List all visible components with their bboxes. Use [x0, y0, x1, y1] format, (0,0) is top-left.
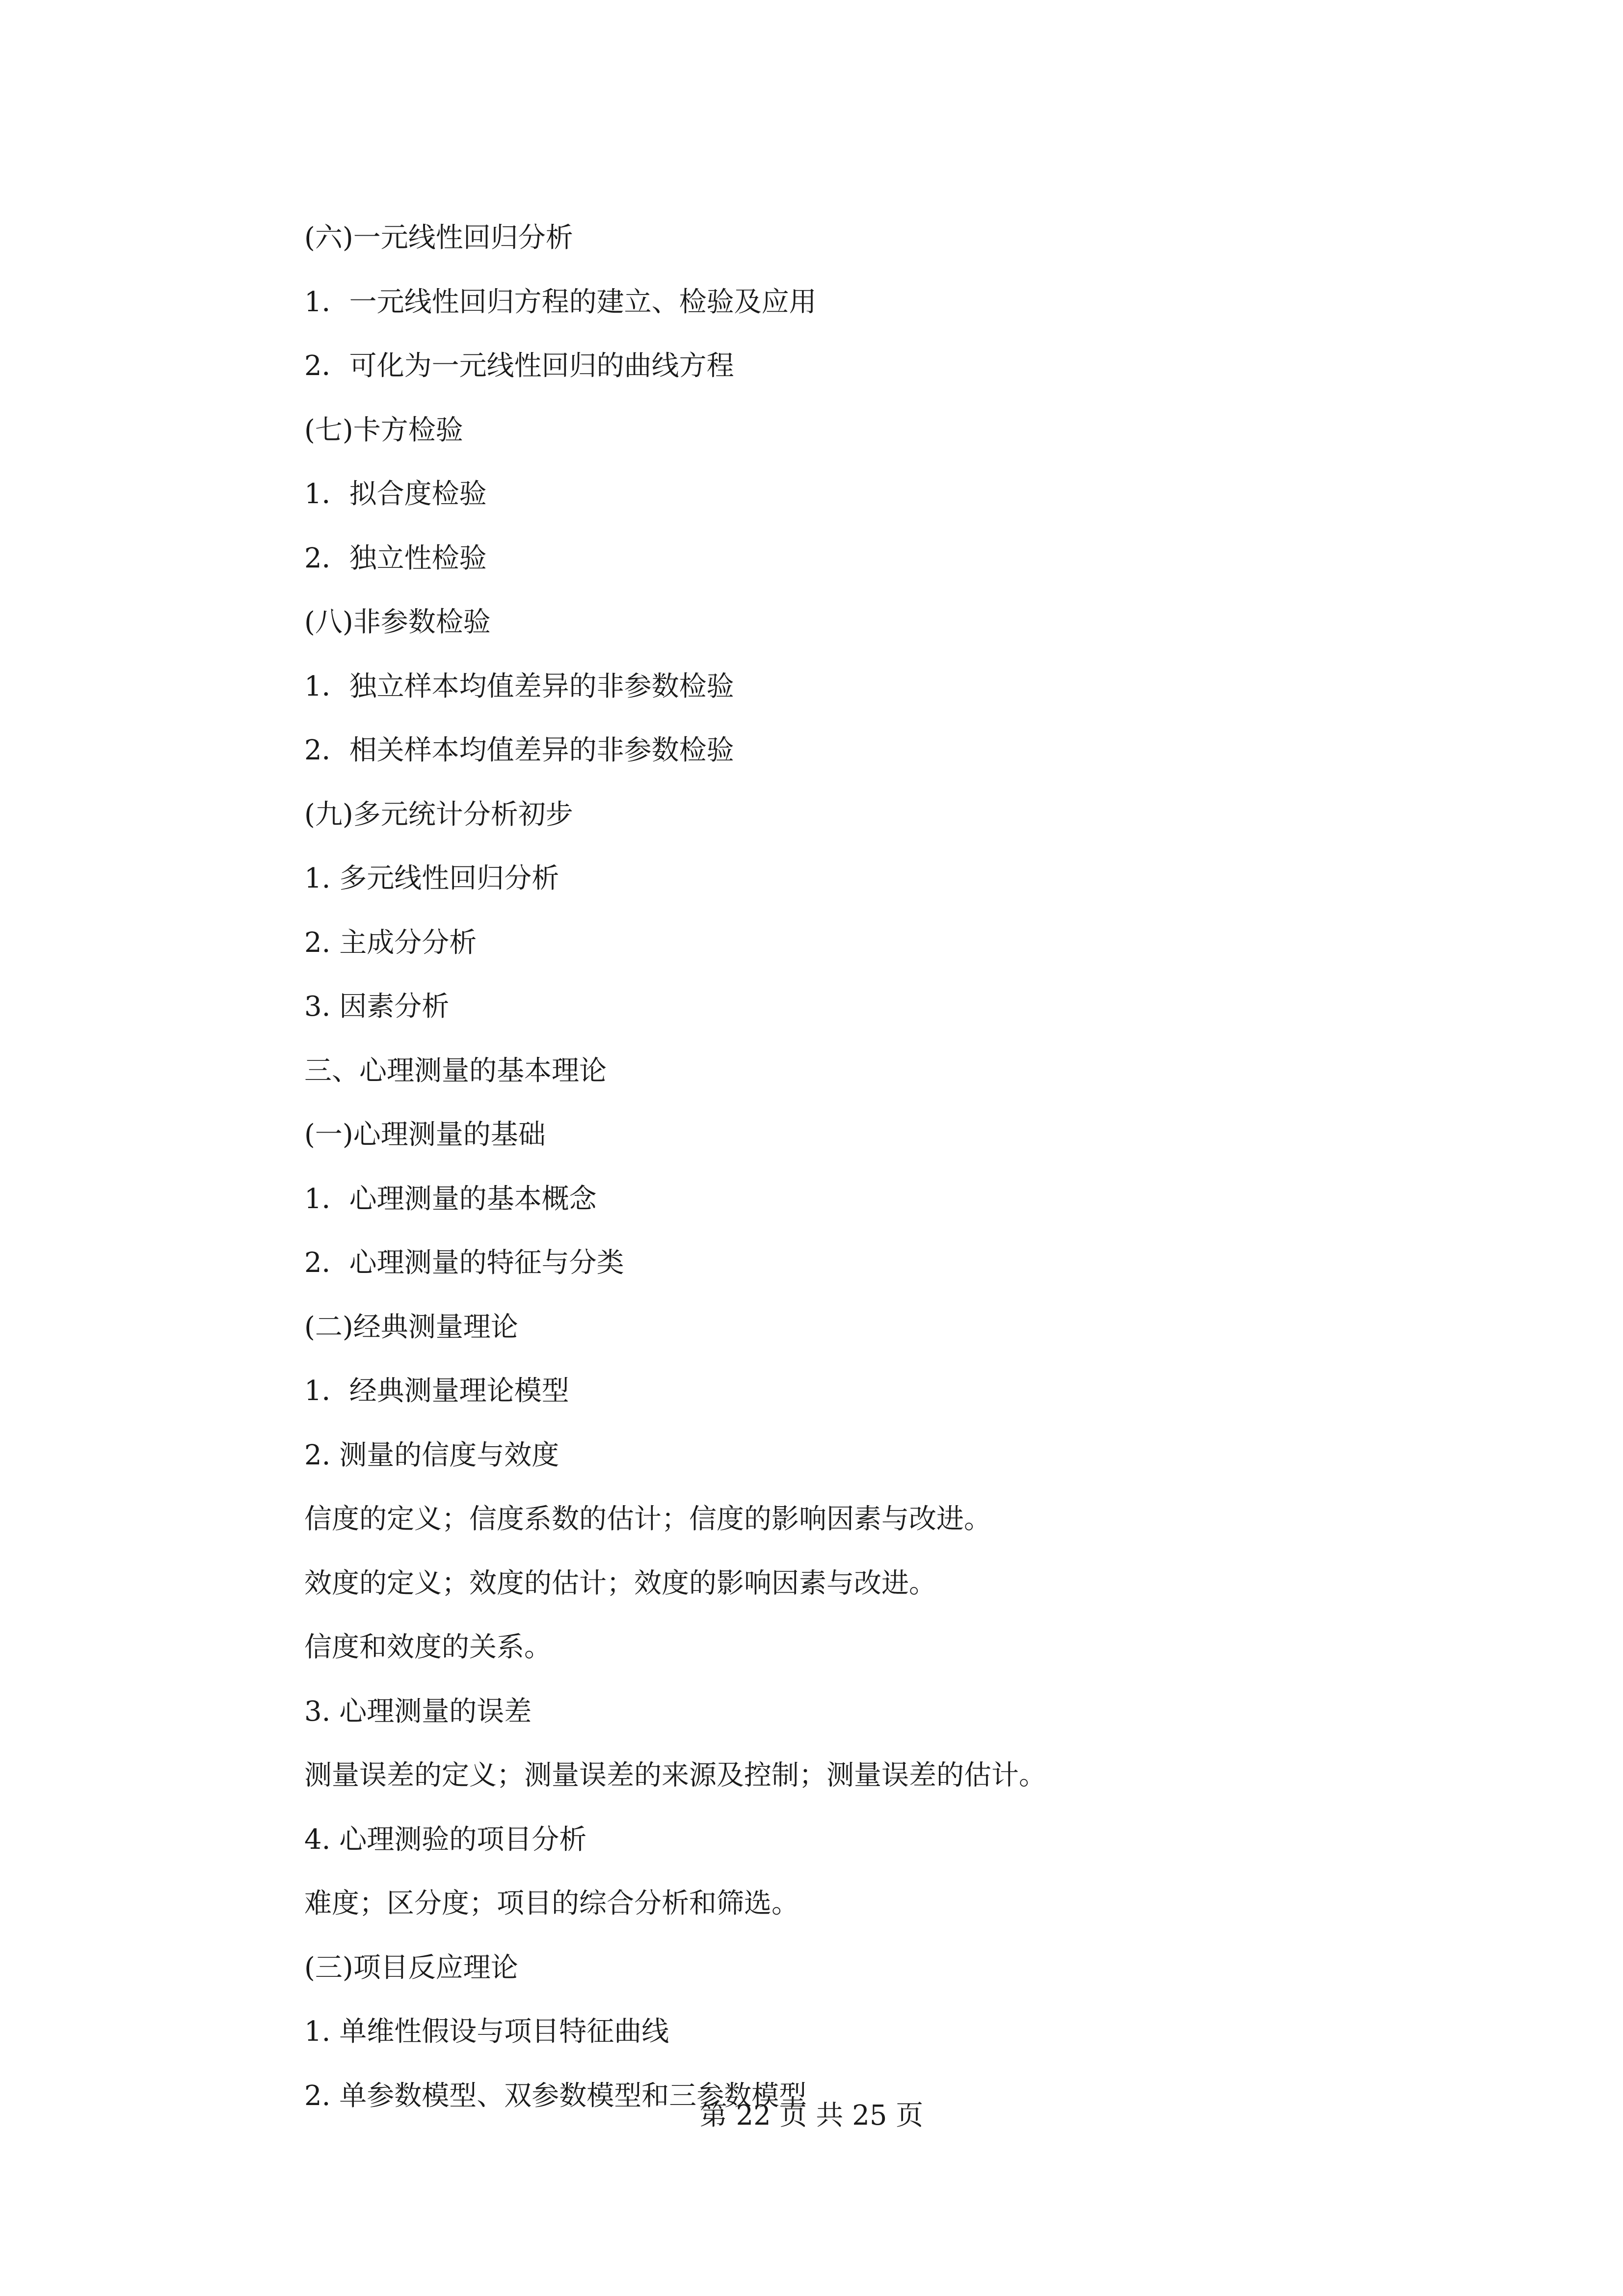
body-paragraph: 信度和效度的关系。: [304, 1631, 552, 1663]
list-item: 3. 心理测量的误差: [304, 1695, 532, 1728]
list-item: 1．一元线性回归方程的建立、检验及应用: [304, 286, 817, 318]
list-item: 3. 因素分析: [304, 991, 450, 1023]
list-item: 2．独立性检验: [304, 542, 487, 574]
list-item: 2. 单参数模型、双参数模型和三参数模型: [304, 2080, 807, 2112]
list-item: 1．心理测量的基本概念: [304, 1183, 597, 1215]
list-item: 2．可化为一元线性回归的曲线方程: [304, 350, 734, 382]
page-number-footer: 第 22 页 共 25 页: [699, 2100, 924, 2132]
body-paragraph: 信度的定义；信度系数的估计；信度的影响因素与改进。: [304, 1503, 991, 1535]
list-item: 2. 测量的信度与效度: [304, 1439, 559, 1471]
document-body: [304, 206, 1423, 2128]
list-item: 2．相关样本均值差异的非参数检验: [304, 734, 734, 766]
body-paragraph: 测量误差的定义；测量误差的来源及控制；测量误差的估计。: [304, 1759, 1046, 1791]
section-heading: (九)多元统计分析初步: [304, 798, 573, 831]
list-item: 1．拟合度检验: [304, 478, 487, 510]
section-heading: (二)经典测量理论: [304, 1311, 518, 1343]
chapter-heading: 三、心理测量的基本理论: [304, 1054, 607, 1087]
list-item: 1．经典测量理论模型: [304, 1375, 569, 1407]
body-paragraph: 难度；区分度；项目的综合分析和筛选。: [304, 1888, 799, 1919]
section-heading: (八)非参数检验: [304, 606, 491, 638]
list-item: 4. 心理测验的项目分析: [304, 1823, 587, 1856]
list-item: 2．心理测量的特征与分类: [304, 1247, 624, 1279]
list-item: 1．独立样本均值差异的非参数检验: [304, 670, 734, 702]
section-heading: (一)心理测量的基础: [304, 1119, 546, 1151]
section-heading: (七)卡方检验: [304, 414, 463, 446]
section-heading: (六)一元线性回归分析: [304, 222, 573, 254]
section-heading: (三)项目反应理论: [304, 1951, 518, 1984]
list-item: 2. 主成分分析: [304, 926, 477, 959]
body-paragraph: 效度的定义；效度的估计；效度的影响因素与改进。: [304, 1567, 936, 1599]
list-item: 1. 多元线性回归分析: [304, 863, 559, 894]
list-item: 1. 单维性假设与项目特征曲线: [304, 2016, 669, 2048]
